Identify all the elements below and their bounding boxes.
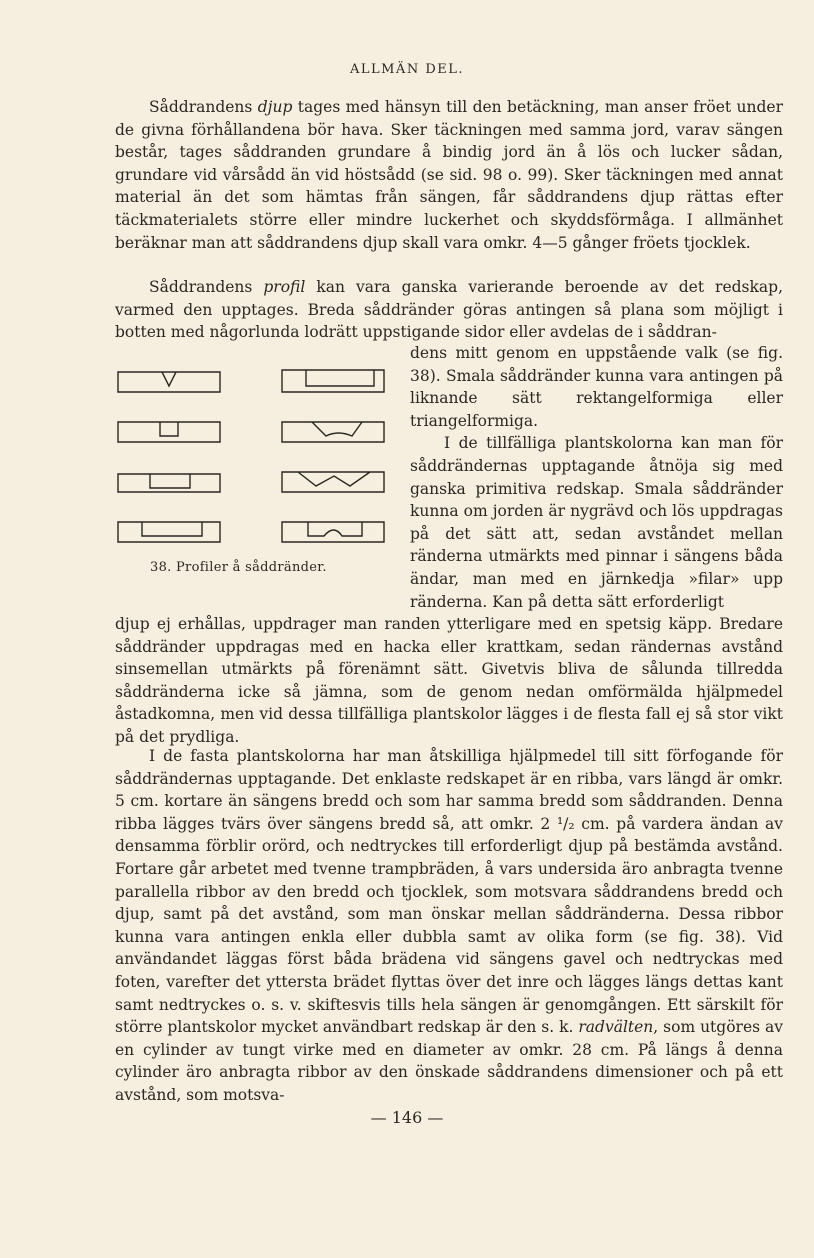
running-header: ALLMÄN DEL.	[349, 62, 465, 77]
paragraph-djup	[115, 96, 783, 254]
paragraph-tillfalliga-cont: djup ej erhållas, uppdrager man randen ytterligare med en spetsig käpp. Bredare såddränder uppdragas med en hacka eller krattkam, sedan rändernas avstånd sinsemellan utmärkts på förenämnt sätt. Givetvis bliva de sålunda tillredda såddränderna icke så jämna, som de genom nedan omförmälda hjälpmedel åstadkomna, men vid dessa tillfälliga plantskolor lägges i de flesta fall ej så stor vikt på det prydliga.	[115, 615, 783, 746]
paragraph-profil-intro: Såddrandens	[149, 278, 264, 296]
term-djup: djup	[257, 98, 293, 116]
paragraph-djup-intro: Såddrandens	[149, 98, 258, 116]
paragraph-profil-cont: dens mitt genom en uppstående valk (se fig. 38). Smala såddränder kunna vara antingen på liknande sätt rektangelformiga eller triangelformiga.	[410, 344, 783, 430]
profile-wide-flat	[118, 522, 220, 542]
figure-38-profiles	[112, 364, 397, 584]
profile-wide-raised	[118, 474, 220, 492]
profile-double-v	[282, 472, 384, 492]
profile-wide-curve	[282, 422, 384, 442]
profile-u-narrow	[118, 422, 220, 442]
paragraph-profil-body: kan vara ganska varierande beroende av det redskap, varmed den upptages. Breda såddränder göras antingen så plana som möjligt i botten med någorlunda lodrätt uppstigande sidor eller avdelas de i såddran-	[115, 278, 783, 342]
paragraph-profil	[115, 276, 783, 344]
profile-wide-box	[282, 370, 384, 392]
figure-caption: 38. Profiler å såddränder.	[150, 560, 327, 575]
paragraph-fasta	[115, 745, 783, 1107]
paragraph-tillfalliga: I de tillfälliga plantskolorna kan man för såddrändernas upptagande åtnöja sig med ganska primitiva redskap. Smala såddränder kunna om jorden är nygrävd och lös uppdragas på det sätt att, sedan avståndet mellan ränderna utmärkts med pinnar i sängens båda ändar, man med en järnkedja »filar» upp ränderna. Kan på detta sätt erforderligt	[410, 434, 783, 611]
profile-ridge	[282, 522, 384, 542]
paragraph-beside-figure	[410, 342, 783, 613]
term-profil: profil	[263, 278, 306, 296]
page-number: — 146 —	[370, 1108, 444, 1127]
paragraph-fasta-body: I de fasta plantskolorna har man åtskilliga hjälpmedel till sitt förfogande för såddrändernas upptagande. Det enklaste redskapet är en ribba, vars längd är omkr. 5 cm. kortare än sängens bredd och som har samma bredd som såddranden. Denna ribba lägges tvärs över sängens bredd så, att omkr. 2 ¹/₂ cm. på vardera ändan av densamma förblir orörd, och nedtryckes till erforderligt djup på bestämda avstånd. Fortare går arbetet med tvenne trampbräden, å vars undersida äro anbragta tvenne parallella ribbor av den bredd och tjocklek, som motsvara såddrandens bredd och djup, samt på det avstånd, som man önskar mellan såddränderna. Dessa ribbor kunna vara antingen enkla eller dubbla samt av olika form (se fig. 38). Vid användandet läggas först båda brädena vid sängens gavel och nedtryckas med foten, varefter det yttersta brädet flyttas över det inre och lägges längs dettas kant samt nedtryckes o. s. v. skiftesvis tills hela sängen är genomgången. Ett särskilt för större plantskolor mycket användbart redskap är den s. k.	[115, 747, 783, 1037]
profile-v-narrow	[118, 372, 220, 392]
term-radvalten: radvälten	[578, 1018, 654, 1037]
paragraph-fasta-end: , som utgöres av en cylinder av tungt virke med en diameter av omkr. 28 cm. På längs å denna cylinder äro anbragta ribbor av den önskade såddrandens dimensioner och på ett avstånd, som motsva-	[115, 1018, 783, 1104]
paragraph-djup-body: tages med hänsyn till den betäckning, man anser fröet under de givna förhållandena bör hava. Sker täckningen med samma jord, varav sängen består, tages såddranden grundare å bindig jord än å lös och lucker sådan, grundare vid vårsådd än vid höstsådd (se sid. 98 o. 99). Sker täckningen med annat material än det som hämtas från sängen, får såddrandens djup rättas efter täckmaterialets större eller mindre luckerhet och skyddsförmåga. I allmänhet beräknar man att såddrandens djup skall vara omkr. 4—5 gånger fröets tjocklek.	[115, 98, 783, 252]
